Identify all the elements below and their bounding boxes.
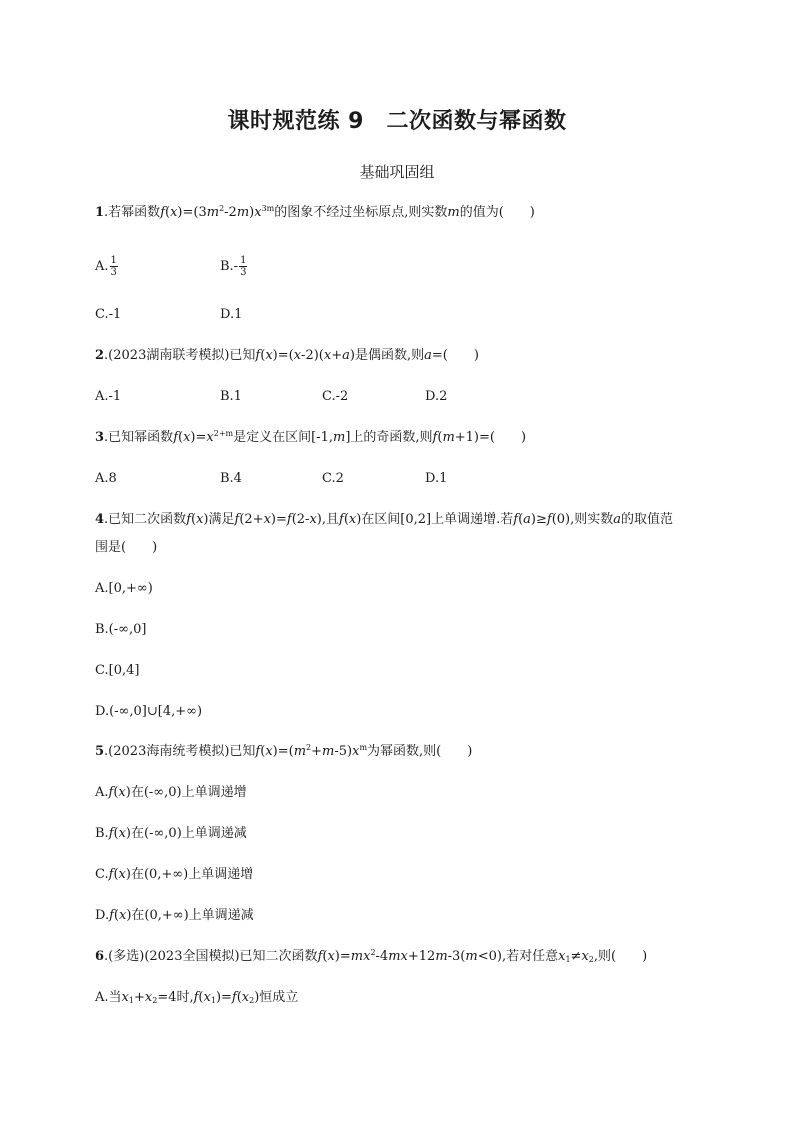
q3-option-b: B.4 xyxy=(220,471,242,486)
q1-option-a: A. $\frac{1}{3}$ xyxy=(95,255,117,278)
q3-option-d: D.1 xyxy=(425,471,448,486)
q5-option-a: A.f(x)在(-∞,0)上单调递增 xyxy=(95,785,247,800)
question-1: 1.若幂函数$f(x)=(3m^2-2m)x^{3m}$的图象不经过坐标原点,则实数m的值为( ) xyxy=(95,204,535,220)
question-4: 4.已知二次函数f(x)满足f(2+x)=f(2-x),且f(x)在区间[0,2]上单调递增.若f(a)≥f(0),则实数a的取值范 xyxy=(95,512,674,527)
question-2: 2.(2023湖南联考模拟)已知f(x)=(x-2)(x+a)是偶函数,则a=( ) xyxy=(95,348,479,363)
question-5: 5.(2023海南统考模拟)已知$f(x)=(m^2+m-5)x^m$为幂函数,则( ) xyxy=(95,743,473,759)
q3-option-a: A.8 xyxy=(95,471,117,486)
q2-option-c: C.-2 xyxy=(322,389,349,404)
q6-option-a: A.当$x_1+x_2=4$时$,f(x_1)=f(x_2)$恒成立 xyxy=(95,990,299,1005)
q1-option-b: B.- $\frac{1}{3}$ xyxy=(220,255,247,278)
section-heading: 基础巩固组 xyxy=(359,163,435,181)
question-6: 6.(多选)(2023全国模拟)已知二次函数$f(x)=mx^2-4mx+12m-3(m<0)$,若对任意$x_1\ne x_2$,则( ) xyxy=(95,948,648,964)
q5-option-d: D.f(x)在(0,+∞)上单调递减 xyxy=(95,908,254,923)
q2-option-b: B.1 xyxy=(220,389,242,404)
q4-option-d: D.(-∞,0]∪[4,+∞) xyxy=(95,704,203,719)
q2-option-d: D.2 xyxy=(425,389,448,404)
question-4-line-2: 围是( ) xyxy=(95,540,158,555)
q4-option-c: C.[0,4] xyxy=(95,663,140,678)
q3-option-c: C.2 xyxy=(322,471,344,486)
q4-option-b: B.(-∞,0] xyxy=(95,622,147,637)
q1-option-c: C.-1 xyxy=(95,307,122,322)
page-title: 课时规范练 9 二次函数与幂函数 xyxy=(227,109,567,134)
q2-option-a: A.-1 xyxy=(95,389,122,404)
question-3: 3.已知幂函数$f(x)=x^{2+m}$是定义在区间[-1,m]上的奇函数,则f(m+1)=( ) xyxy=(95,429,527,445)
q5-option-c: C.f(x)在(0,+∞)上单调递增 xyxy=(95,867,254,882)
q5-option-b: B.f(x)在(-∞,0)上单调递减 xyxy=(95,826,247,841)
q1-option-d: D.1 xyxy=(220,307,243,322)
q4-option-a: A.[0,+∞) xyxy=(95,581,153,596)
